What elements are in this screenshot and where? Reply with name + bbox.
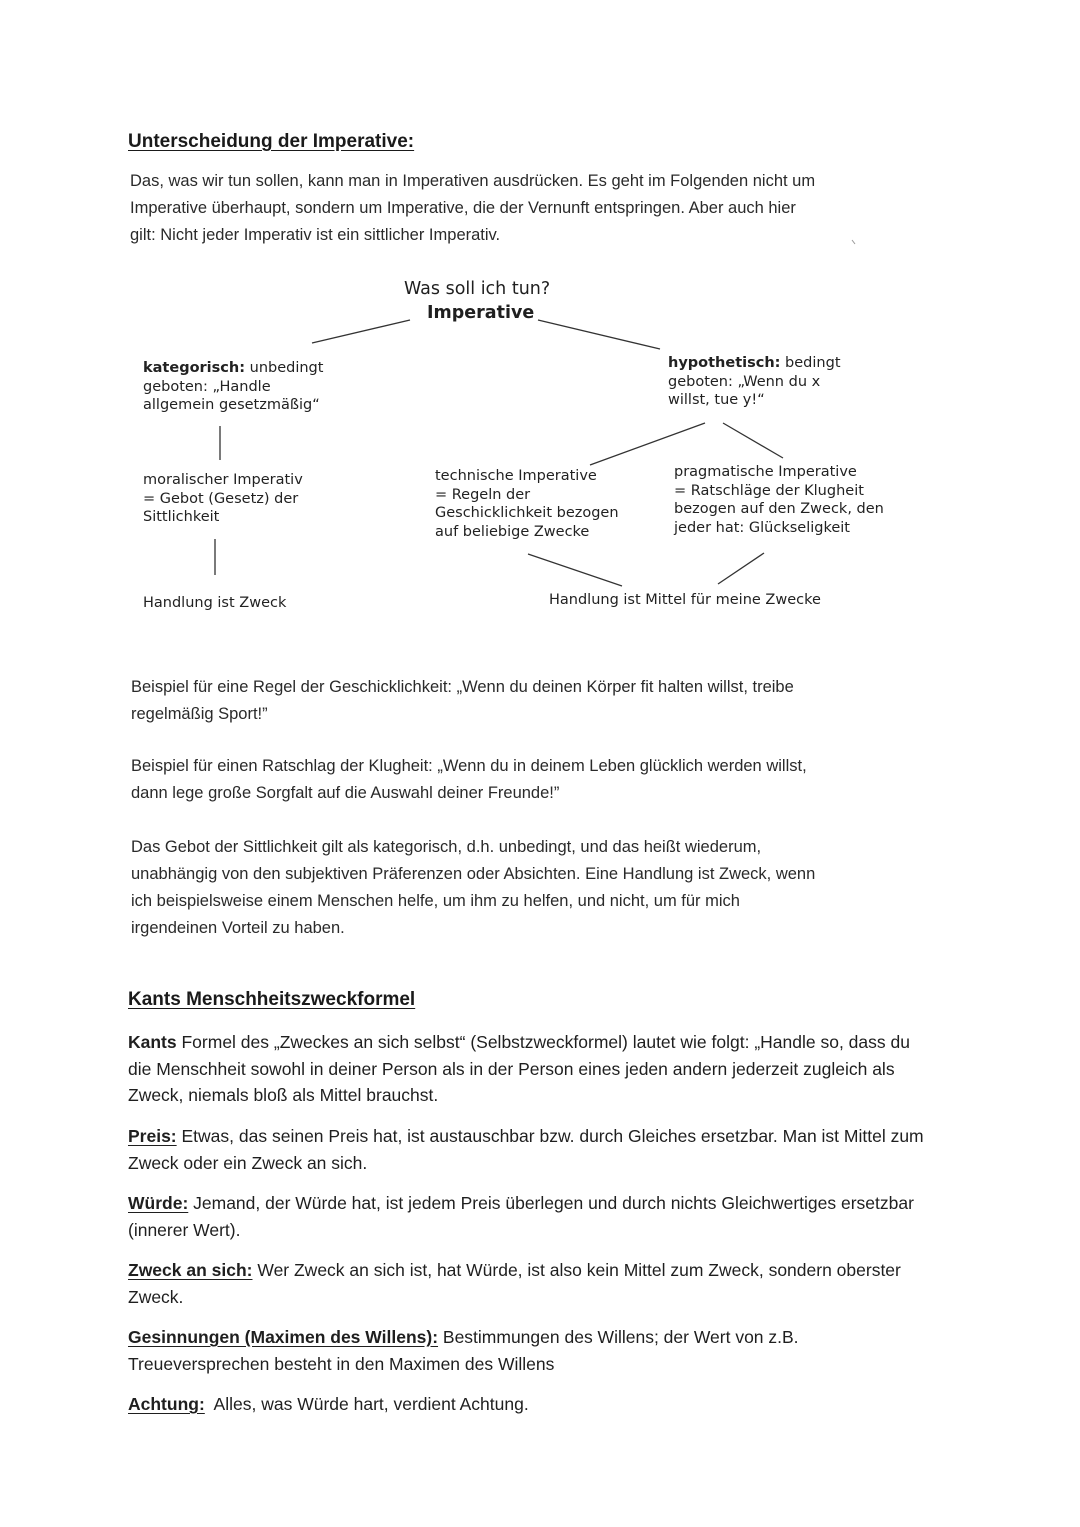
definition-text: Treueversprechen besteht in den Maximen des Willens	[128, 1353, 555, 1374]
section-heading-imperatives: Unterscheidung der Imperative:	[128, 131, 415, 152]
categorical-explanation-line: Das Gebot der Sittlichkeit gilt als kategorisch, d.h. unbedingt, und das heißt wiederum,	[131, 838, 762, 856]
example-prudence	[131, 753, 891, 807]
node-action-is-end: Handlung ist Zweck	[143, 595, 287, 611]
example-skill	[131, 674, 891, 728]
categorical-explanation-line: ich beispielsweise einem Menschen helfe, um ihm zu helfen, und nicht, um für mich	[131, 892, 740, 910]
section-heading-humanity-formula: Kants Menschheitszweckformel	[128, 989, 416, 1010]
intro-line: Das, was wir tun sollen, kann man in Imperativen ausdrücken. Es geht im Folgenden nicht um	[130, 172, 816, 190]
imperatives-diagram	[0, 0, 1080, 640]
node-technical-imperatives	[435, 467, 645, 541]
categorical-line2: geboten: „Handle	[143, 378, 271, 395]
definition-text: Alles, was Würde hart, verdient Achtung.	[204, 1394, 529, 1414]
definition-end-in-itself	[128, 1257, 958, 1310]
categorical-explanation	[131, 834, 891, 942]
definition-text: Wer Zweck an sich ist, hat Würde, ist also kein Mittel zum Zweck, sondern oberster	[252, 1260, 901, 1280]
example-prudence-line: dann lege große Sorgfalt auf die Auswahl deiner Freunde!”	[131, 784, 560, 802]
technical-line: Geschicklichkeit bezogen	[435, 505, 619, 521]
intro-line: gilt: Nicht jeder Imperativ ist ein sittlicher Imperativ.	[130, 226, 501, 244]
formula-line1: Formel des „Zweckes an sich selbst“ (Selbstzweckformel) lautet wie folgt: „Handle so, dass du	[176, 1032, 910, 1052]
diagram-question: Was soll ich tun?	[404, 279, 551, 299]
definition-maxims	[128, 1324, 958, 1377]
categorical-line3: allgemein gesetzmäßig“	[143, 397, 320, 413]
technical-line: = Regeln der	[435, 486, 531, 503]
intro-line: Imperative überhaupt, sondern um Imperative, die der Vernunft entspringen. Aber auch hier	[130, 199, 796, 217]
example-skill-line: Beispiel für eine Regel der Geschicklichkeit: „Wenn du deinen Körper fit halten willst, treibe	[131, 678, 794, 696]
categorical-line1: unbedingt	[245, 360, 324, 376]
formula-line3: Zweck, niemals bloß als Mittel brauchst.	[128, 1085, 439, 1105]
hypothetical-line3: willst, tue y!“	[668, 392, 765, 408]
definition-text: Jemand, der Würde hat, ist jedem Preis überlegen und durch nichts Gleichwertiges ersetzbar	[188, 1193, 914, 1213]
connector-pragmatic-means	[718, 553, 764, 584]
connector-hypothetical-pragmatic	[723, 423, 783, 458]
categorical-term: kategorisch:	[143, 360, 246, 376]
definition-respect	[128, 1391, 958, 1418]
technical-line: auf beliebige Zwecke	[435, 523, 590, 540]
definition-term: Gesinnungen (Maximen des Willens):	[128, 1327, 439, 1347]
example-prudence-line: Beispiel für einen Ratschlag der Klugheit: „Wenn du in deinem Leben glücklich werden willst,	[131, 757, 807, 775]
node-moral-imperative	[143, 471, 343, 527]
connector-root-categorical	[312, 320, 410, 343]
formula-paragraph	[128, 1029, 958, 1109]
moral-line: Sittlichkeit	[143, 509, 220, 525]
pragmatic-line: bezogen auf den Zweck, den	[674, 501, 884, 517]
pragmatic-line: = Ratschläge der Klugheit	[674, 482, 864, 499]
connector-technical-means	[528, 554, 622, 586]
hypothetical-term: hypothetisch:	[668, 355, 781, 371]
definition-text: Etwas, das seinen Preis hat, ist austauschbar bzw. durch Gleiches ersetzbar. Man ist Mittel zum	[176, 1126, 924, 1146]
definition-term: Würde:	[128, 1193, 189, 1213]
definition-text: (innerer Wert).	[128, 1219, 241, 1240]
diagram-root: Imperative	[427, 303, 535, 323]
technical-line: technische Imperative	[435, 468, 597, 484]
example-skill-line: regelmäßig Sport!”	[131, 705, 268, 723]
definition-term: Preis:	[128, 1126, 177, 1146]
definition-text: Zweck.	[128, 1286, 184, 1307]
connector-hypothetical-technical	[590, 423, 705, 465]
moral-line: = Gebot (Gesetz) der	[143, 490, 299, 507]
node-action-is-means: Handlung ist Mittel für meine Zwecke	[549, 592, 821, 608]
pragmatic-line: pragmatische Imperative	[674, 464, 857, 480]
formula-line2: die Menschheit sowohl in deiner Person als in der Person eines jeden andern jederzeit zugleich als	[128, 1058, 895, 1079]
hypothetical-line2: geboten: „Wenn du x	[668, 373, 821, 390]
definition-text: Zweck oder ein Zweck an sich.	[128, 1152, 368, 1173]
scan-mark	[852, 240, 855, 244]
categorical-explanation-line: unabhängig von den subjektiven Präferenzen oder Absichten. Eine Handlung ist Zweck, wenn	[131, 865, 816, 883]
pragmatic-line: jeder hat: Glückseligkeit	[674, 519, 850, 536]
definition-term: Achtung:	[128, 1394, 205, 1414]
moral-line: moralischer Imperativ	[143, 472, 303, 488]
connector-root-hypothetical	[538, 320, 660, 349]
categorical-explanation-line: irgendeinen Vorteil zu haben.	[131, 919, 345, 937]
formula-lead: Kants	[128, 1032, 177, 1052]
node-categorical	[143, 359, 343, 415]
node-hypothetical	[668, 354, 868, 410]
hypothetical-line1: bedingt	[780, 355, 841, 371]
definition-dignity	[128, 1190, 958, 1243]
definition-text: Bestimmungen des Willens; der Wert von z.B.	[438, 1327, 799, 1347]
node-pragmatic-imperatives	[674, 463, 904, 537]
diagram-connectors	[0, 0, 1080, 640]
definition-price	[128, 1123, 958, 1176]
definition-term: Zweck an sich:	[128, 1260, 253, 1280]
